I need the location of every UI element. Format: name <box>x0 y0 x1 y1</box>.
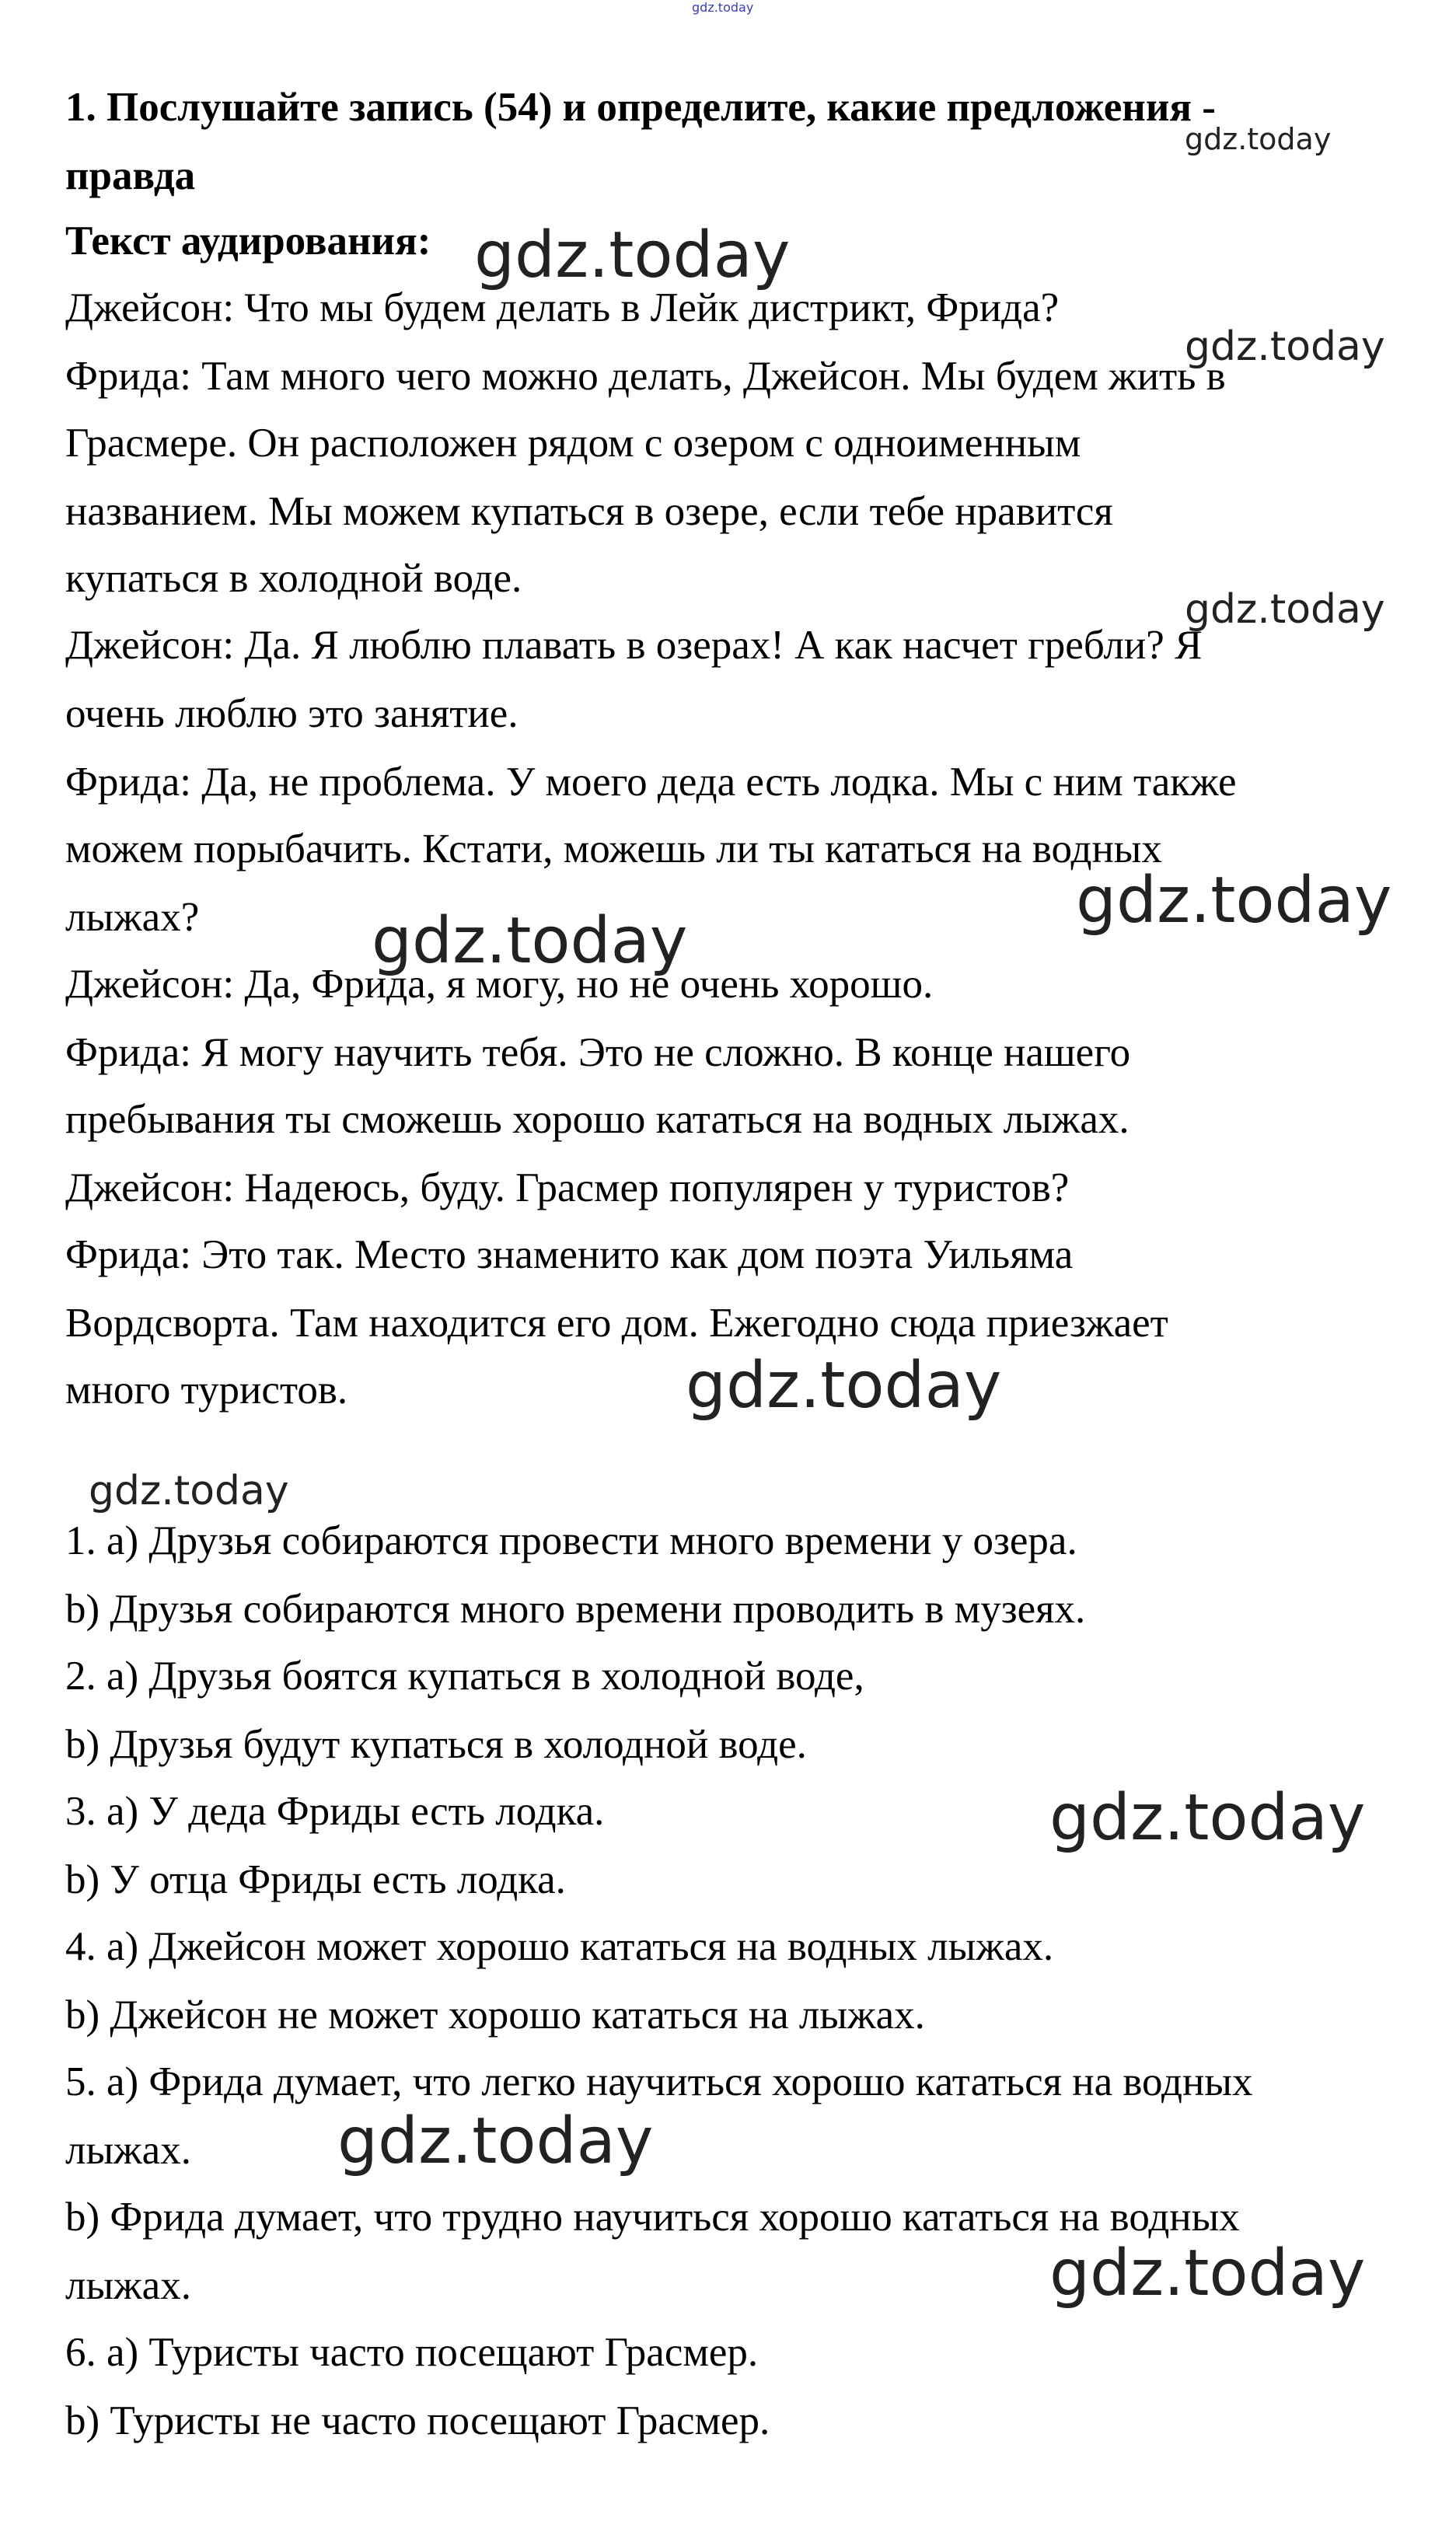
statement-item: 5. а) Фрида думает, что легко научиться хорошо кататься на водных <box>65 2059 1253 2104</box>
dialogue-line: Вордсворта. Там находится его дом. Ежегодно сюда приезжает <box>65 1301 1168 1346</box>
watermark-text: gdz.today <box>1185 323 1385 370</box>
watermark-text: gdz.today <box>1049 2237 1366 2310</box>
statement-item: b) У отца Фриды есть лодка. <box>65 1857 566 1902</box>
statement-item: лыжах. <box>65 2128 191 2173</box>
dialogue-line: очень люблю это занятие. <box>65 691 519 736</box>
watermark-text: gdz.today <box>686 1349 1002 1423</box>
dialogue-line: Джейсон: Да, Фрида, я могу, но не очень хорошо. <box>65 962 934 1007</box>
statement-item: 2. а) Друзья боятся купаться в холодной воде, <box>65 1654 864 1699</box>
watermark-text: gdz.today <box>372 904 688 978</box>
watermark-text: gdz.today <box>1049 1781 1366 1855</box>
watermark-text: gdz.today <box>474 218 791 292</box>
watermark-text: gdz.today <box>1076 864 1392 938</box>
dialogue-line: Джейсон: Да. Я люблю плавать в озерах! А как насчет гребли? Я <box>65 623 1203 668</box>
statement-item: 3. а) У деда Фриды есть лодка. <box>65 1789 605 1834</box>
dialogue-line: Джейсон: Надеюсь, буду. Грасмер популярен у туристов? <box>65 1165 1070 1210</box>
dialogue-line: Грасмере. Он расположен рядом с озером с одноименным <box>65 421 1081 466</box>
dialogue-line: можем порыбачить. Кстати, можешь ли ты кататься на водных <box>65 826 1162 871</box>
dialogue-line: много туристов. <box>65 1367 348 1413</box>
statement-item: лыжах. <box>65 2263 191 2308</box>
dialogue-line: пребывания ты сможешь хорошо кататься на водных лыжах. <box>65 1097 1130 1142</box>
statement-item: b) Туристы не часто посещают Грасмер. <box>65 2398 770 2443</box>
dialogue-line: названием. Мы можем купаться в озере, если тебе нравится <box>65 489 1113 534</box>
watermark-text: gdz.today <box>89 1468 289 1514</box>
watermark-text: gdz.today <box>337 2104 654 2178</box>
watermark-text: gdz.today <box>1185 122 1332 156</box>
statement-item: 4. а) Джейсон может хорошо кататься на водных лыжах. <box>65 1924 1054 1969</box>
statement-item: b) Фрида думает, что трудно научиться хорошо кататься на водных <box>65 2195 1240 2240</box>
dialogue-line: Фрида: Да, не проблема. У моего деда есть лодка. Мы с ним также <box>65 760 1237 805</box>
dialogue-line: Фрида: Я могу научить тебя. Это не сложно. В конце нашего <box>65 1030 1131 1075</box>
statement-item: b) Друзья будут купаться в холодной воде. <box>65 1722 807 1767</box>
statement-item: b) Друзья собираются много времени проводить в музеях. <box>65 1587 1086 1632</box>
exercise-title-continued: правда <box>65 153 196 198</box>
dialogue-line: Фрида: Это так. Место знаменито как дом поэта Уильяма <box>65 1232 1074 1277</box>
exercise-title: 1. Послушайте запись (54) и определите, какие предложения - <box>65 85 1216 130</box>
dialogue-line: купаться в холодной воде. <box>65 556 522 601</box>
section-subtitle: Текст аудирования: <box>65 218 431 264</box>
dialogue-line: Фрида: Там много чего можно делать, Джейсон. Мы будем жить в <box>65 354 1226 399</box>
watermark-text: gdz.today <box>692 0 754 15</box>
watermark-text: gdz.today <box>1185 586 1385 633</box>
statement-item: 1. а) Друзья собираются провести много времени у озера. <box>65 1518 1077 1563</box>
statement-item: b) Джейсон не может хорошо кататься на лыжах. <box>65 1992 925 2038</box>
dialogue-line: лыжах? <box>65 895 200 940</box>
dialogue-line: Джейсон: Что мы будем делать в Лейк дистрикт, Фрида? <box>65 285 1060 330</box>
statement-item: 6. а) Туристы часто посещают Грасмер. <box>65 2330 759 2375</box>
